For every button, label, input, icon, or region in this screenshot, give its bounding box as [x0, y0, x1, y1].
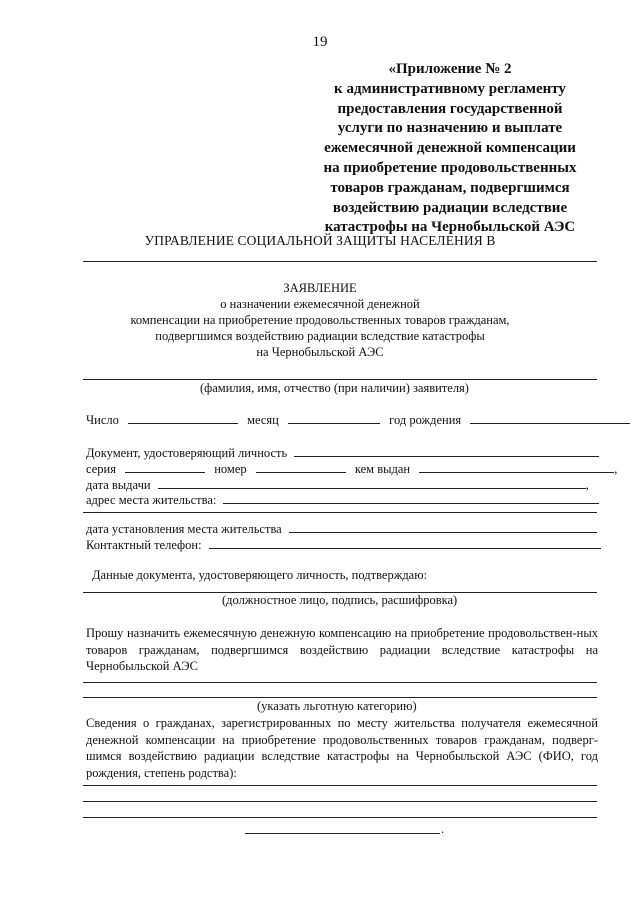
appendix-line: предоставления государственной [337, 100, 563, 117]
issued-by-label: кем выдан [354, 462, 411, 476]
category-caption: (указать льготную категорию) [257, 699, 417, 713]
issued-by-field[interactable] [419, 461, 614, 473]
number-field[interactable] [256, 461, 346, 473]
birth-day-label: Число [86, 413, 119, 427]
appendix-line: товаров гражданам, подвергшимся [330, 179, 570, 196]
phone-field[interactable] [209, 537, 601, 549]
number-label: номер [214, 462, 247, 476]
applicant-name-field[interactable] [83, 379, 597, 380]
registered-field-2[interactable] [83, 801, 597, 802]
issue-date-label: дата выдачи [86, 478, 151, 492]
confirm-text: Данные документа, удостоверяющего личность, подтверждаю: [92, 568, 428, 582]
application-heading: ЗАЯВЛЕНИЕ [283, 281, 357, 295]
identity-document-label: Документ, удостоверяющий личность [86, 446, 288, 460]
identity-document-field[interactable] [294, 445, 599, 457]
appendix-line: катастрофы на Чернобыльской АЭС [324, 219, 576, 236]
birth-month-label: месяц [247, 413, 279, 427]
category-field-1[interactable] [83, 682, 597, 683]
registered-field-1[interactable] [83, 785, 597, 786]
department-heading: УПРАВЛЕНИЕ СОЦИАЛЬНОЙ ЗАЩИТЫ НАСЕЛЕНИЯ В [144, 233, 496, 248]
application-subtitle-line: компенсации на приобретение продовольственных товаров гражданам, [130, 313, 510, 327]
phone-label: Контактный телефон: [86, 538, 202, 552]
registered-field-3[interactable] [83, 817, 597, 818]
registered-paragraph: Сведения о гражданах, зарегистрированных по месту жительства получателя ежемесячной денежной компенсации на приобретение продовольственных товаров гражданам, подверг-шимся воздействию радиации вследствие катастрофы на Чернобыльской АЭС (ФИО, год рождения, степень родства): [86, 716, 598, 780]
phone-row [86, 537, 601, 553]
series-field[interactable] [125, 461, 205, 473]
official-caption: (должностное лицо, подпись, расшифровка) [222, 593, 458, 607]
appendix-heading [300, 60, 600, 238]
application-subtitle-line: о назначении ежемесячной денежной [220, 297, 420, 311]
appendix-line: услуги по назначению и выплате [337, 120, 563, 137]
final-punctuation: . [441, 822, 445, 836]
request-paragraph: Прошу назначить ежемесячную денежную компенсацию на приобретение продовольствен-ных товаров гражданам, подвергшимся воздействию радиации вследствие катастрофы на Чернобыльской АЭС [86, 626, 598, 673]
application-subtitle-line: на Чернобыльской АЭС [256, 345, 384, 359]
address-label: адрес места жительства: [86, 493, 217, 507]
residence-date-label: дата установления места жительства [86, 522, 282, 536]
appendix-line: ежемесячной денежной компенсации [324, 140, 576, 157]
address-field[interactable] [223, 492, 599, 504]
appendix-line: к административному регламенту [334, 80, 566, 97]
applicant-name-caption: (фамилия, имя, отчество (при наличии) заявителя) [200, 381, 469, 395]
series-label: серия [86, 462, 116, 476]
birth-year-label: год рождения [389, 413, 462, 427]
department-line [83, 261, 597, 262]
residence-date-row [86, 521, 597, 537]
application-subtitle-line: подвергшимся воздействию радиации вследствие катастрофы [155, 329, 485, 343]
application-title [0, 280, 640, 360]
residence-date-field[interactable] [289, 521, 597, 533]
birth-month-field[interactable] [288, 412, 380, 424]
address-field-continuation[interactable] [83, 512, 597, 513]
identity-document-row [86, 445, 599, 461]
category-field-2[interactable] [83, 697, 597, 698]
appendix-line: воздействию радиации вследствие [332, 199, 568, 216]
birth-date-row [86, 412, 630, 428]
registered-field-4[interactable] [245, 833, 440, 834]
birth-year-field[interactable] [470, 412, 630, 424]
address-row [86, 492, 599, 508]
identity-series-row: серия номер кем выдан , [86, 462, 618, 476]
issue-date-field[interactable] [158, 477, 586, 489]
appendix-line: на приобретение продовольственных [323, 159, 577, 176]
page-number: 19 [312, 34, 328, 50]
appendix-line: «Приложение № 2 [388, 61, 512, 77]
issue-date-row: дата выдачи , [86, 478, 589, 492]
birth-day-field[interactable] [128, 412, 238, 424]
